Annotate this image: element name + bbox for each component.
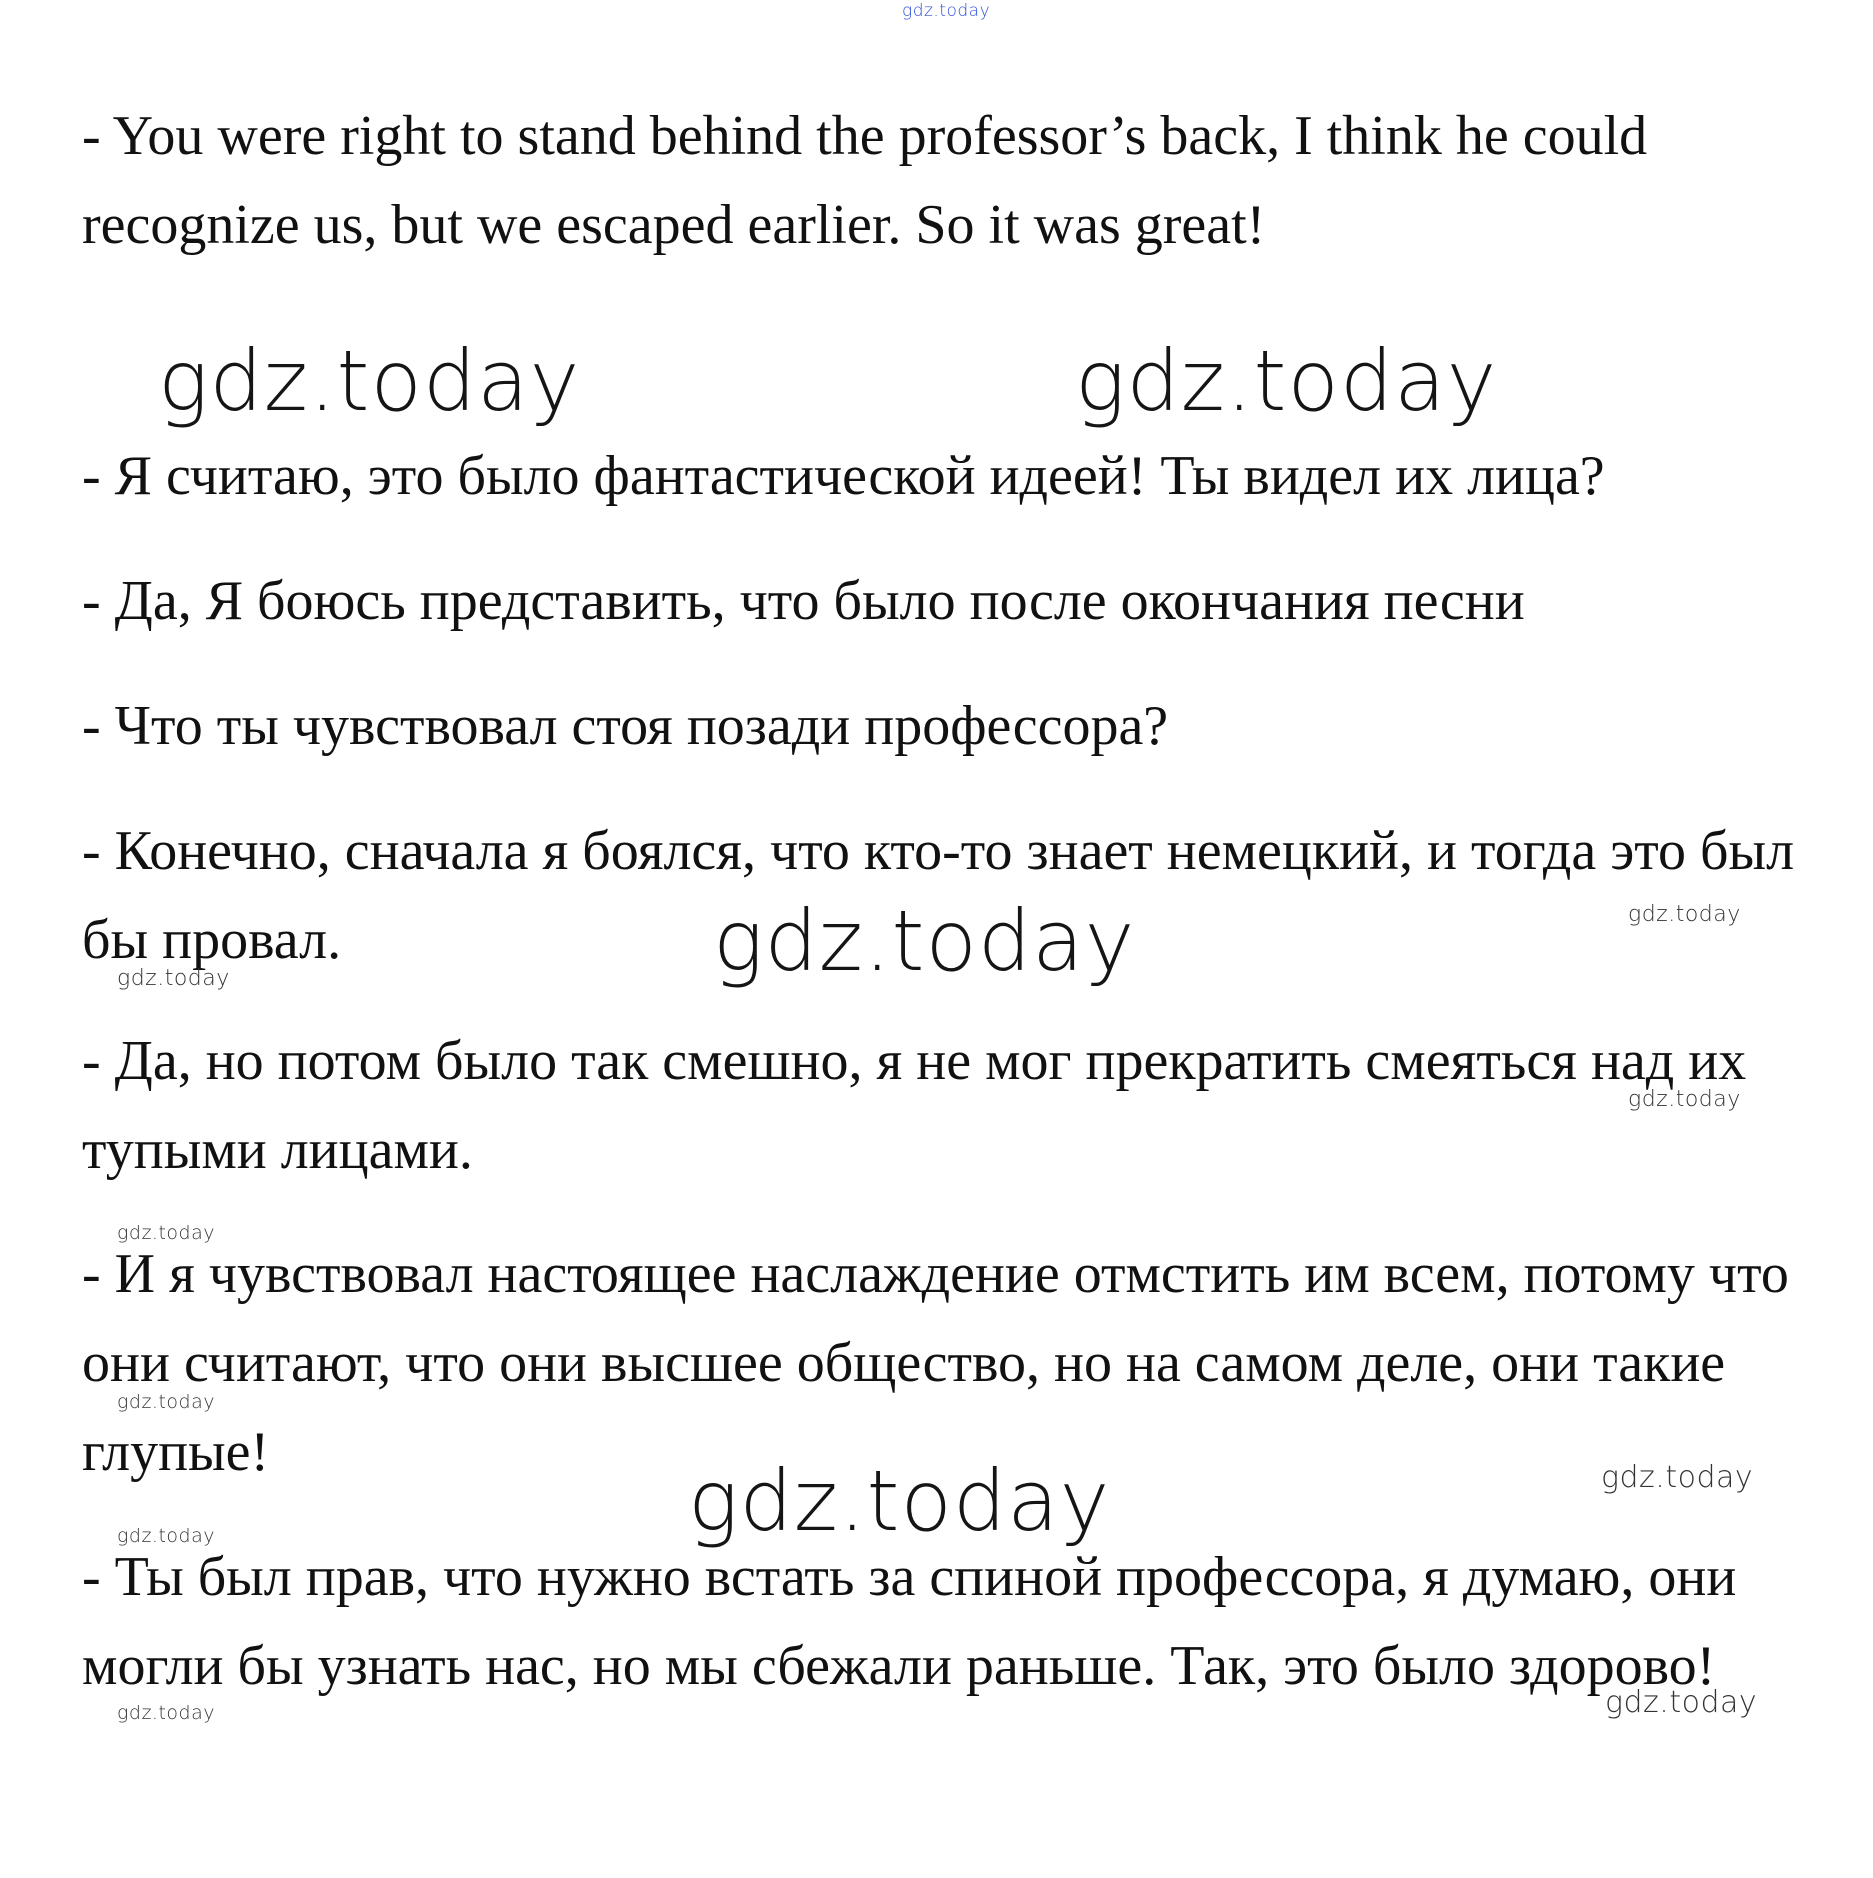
watermark-small-left-2: gdz.today: [117, 1222, 215, 1244]
watermark-small-left-3: gdz.today: [117, 1391, 215, 1413]
watermark-small-left-5: gdz.today: [117, 1702, 215, 1724]
watermark-medium-right-2: gdz.today: [1605, 1685, 1758, 1720]
watermark-large-center-1: gdz.today: [713, 892, 1136, 990]
paragraph-7: - И я чувствовал настоящее наслаждение отмстить им всем, потому что они считают, что они высшее общество, но на самом деле, они такие глупые!: [82, 1243, 1789, 1483]
paragraph-1: - You were right to stand behind the professor’s back, I think he could recognize us, but we escaped earlier. So it was great!: [82, 105, 1648, 256]
watermark-small-right-2: gdz.today: [1628, 1087, 1741, 1112]
watermark-small-right-1: gdz.today: [1628, 902, 1741, 927]
paragraph-8: - Ты был прав, что нужно встать за спиной профессора, я думаю, они могли бы узнать нас, но мы сбежали раньше. Так, это было здорово!: [82, 1546, 1737, 1697]
paragraph-6: - Да, но потом было так смешно, я не мог прекратить смеяться над их тупыми лицами.: [82, 1030, 1747, 1181]
paragraph-5: - Конечно, сначала я боялся, что кто-то знает немецкий, и тогда это был бы провал.: [82, 820, 1795, 971]
paragraph-2: - Я считаю, это было фантастической идеей! Ты видел их лица?: [82, 445, 1605, 507]
watermark-large-left: gdz.today: [158, 332, 581, 430]
watermark-top: gdz.today: [902, 1, 991, 21]
paragraph-4: - Что ты чувствовал стоя позади профессора?: [82, 695, 1169, 757]
watermark-medium-right-1: gdz.today: [1601, 1460, 1754, 1495]
watermark-large-center-2: gdz.today: [688, 1452, 1111, 1550]
watermark-small-left-1: gdz.today: [117, 966, 230, 991]
watermark-large-right: gdz.today: [1075, 332, 1498, 430]
watermark-small-left-4: gdz.today: [117, 1525, 215, 1547]
paragraph-3: - Да, Я боюсь представить, что было после окончания песни: [82, 570, 1525, 632]
